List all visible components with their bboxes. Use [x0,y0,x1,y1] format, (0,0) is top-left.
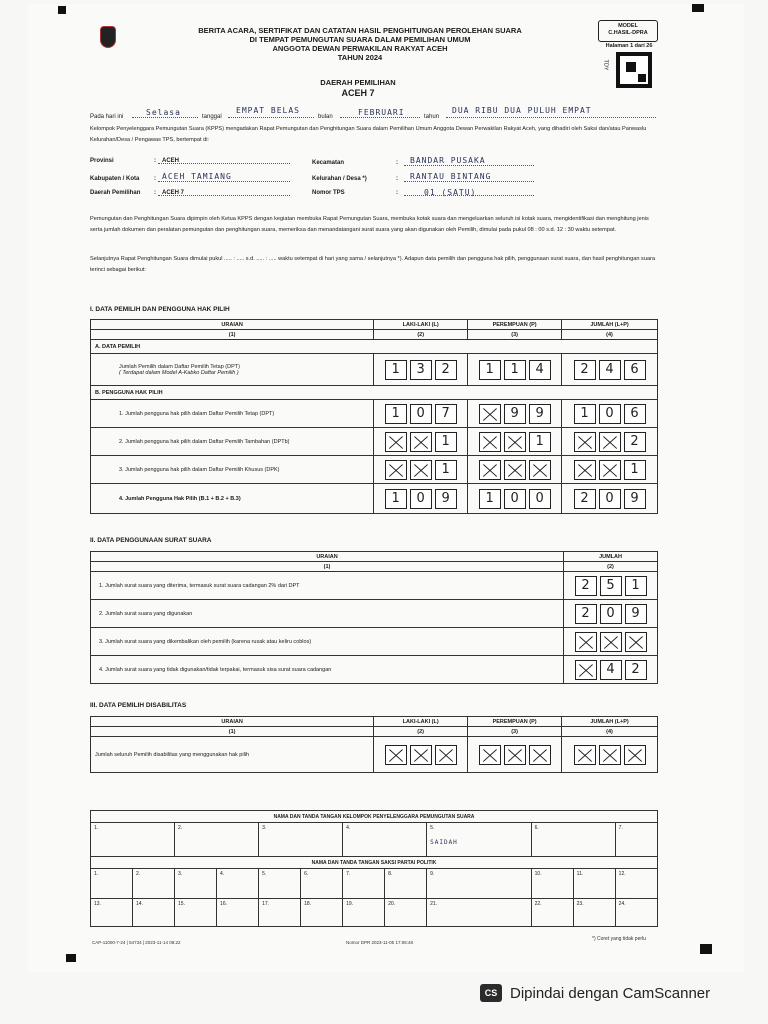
saksi-slot: 20. [385,899,427,927]
col-index: (2) [374,727,468,737]
saksi-row-2 [91,899,658,927]
footer-timestamp: Nomor DPR 2023-11-05 17:06:48 [346,940,413,945]
kabupaten-label: Kabupaten / Kota [90,176,140,182]
disability-total-boxes [562,745,657,765]
intro-paragraph: Kelompok Penyelenggara Pemungutan Suara (KPPS) mengadakan Rapat Pemungutan dan Penghitungan Suara dalam Pemilihan Umum Anggota Dewan Perwakilan Rakyat Aceh, yang dihadiri oleh Saksi dan/atau Panwaslu Kelurahan/Desa / Pengawas TPS, bertempat di: [90,126,647,143]
b1-label: 1. Jumlah pengguna hak pilih dalam Daftar Pemilih Tetap (DPT) [91,400,374,428]
col-index: (1) [91,727,374,737]
b2-female-boxes: 1 [468,432,561,452]
b3-female-boxes [468,460,561,480]
kpps-signature-5: SAIDAH [430,839,458,846]
b1-total-boxes: 1 0 6 [562,404,657,424]
col-header-total: JUMLAH (L+P) [562,717,658,727]
col-header-jumlah: JUMLAH [564,552,658,562]
dpt-row-label [91,354,374,386]
saksi-slot: 18. [301,899,343,927]
b3-total-boxes: 1 [562,460,657,480]
b2-label: 2. Jumlah pengguna hak pilih dalam Daftar Pemilih Tambahan (DPTb) [91,428,374,456]
provinsi-value: ACEH [162,158,180,164]
kecamatan-label: Kecamatan [312,160,345,166]
tanggal-label: tanggal [202,114,222,120]
model-code: C.HASIL-DPRA [608,30,648,36]
b4-male-boxes: 1 0 9 [374,489,467,509]
title-line-3: ANGGOTA DEWAN PERWAKILAN RAKYAT ACEH [272,44,448,53]
saksi-slot: 17. [259,899,301,927]
saksi-slot: 16. [217,899,259,927]
footer-code: CAP-11000-7-24 | 54734 | 2023-11-14 08:22 [92,940,181,945]
section-3-title: III. DATA PEMILIH DISABILITAS [90,702,187,709]
kelurahan-value: RANTAU BINTANG [410,172,492,181]
ballot-row-2-boxes: 2 0 9 [564,604,657,624]
disability-row-label: Jumlah seluruh Pemilih disabilitas yang menggunakan hak pilih [91,737,374,773]
scanner-text: Dipindai dengan CamScanner [510,984,711,1002]
kpps-sign-number: 5. [430,825,435,831]
b4-female-boxes: 1 0 0 [468,489,561,509]
corner-mark-top-left [58,6,66,14]
tahun-label: tahun [424,114,440,120]
col-header-uraian: URAIAN [91,717,374,727]
model-badge [598,20,658,42]
section-2-title: II. DATA PENGGUNAAN SURAT SUARA [90,537,212,544]
page-info: Halaman 1 dari 26 [605,43,653,49]
b1-male-boxes: 1 0 7 [374,404,467,424]
section-1-title: I. DATA PEMILIH DAN PENGGUNA HAK PILIH [90,306,230,313]
ballot-row-4-boxes: 4 2 [564,660,657,680]
dapil-value: ACEH 7 [341,88,375,98]
ballot-usage-table [90,551,658,684]
dapil-row-label: Daerah Pemilihan [90,190,141,196]
col-header-male: LAKI-LAKI (L) [374,717,468,727]
kpps-sign-slot: 1. [91,823,175,857]
b2-male-boxes: 1 [374,432,467,452]
col-header-female: PEREMPUAN (P) [468,320,562,330]
corner-mark-bottom-right [700,944,712,954]
saksi-slot: 1. [91,869,133,899]
procedure-paragraph: Pemungutan dan Penghitungan Suara dipimpin oleh Ketua KPPS dengan kegiatan membuka Rapat Pemungutan Suara, membuka kotak suara dan mengeluarkan seluruh isi kotak suara, mengidentifikasi dan menghitung jenis serta jumlah dokumen dan peralatan pemungutan dan penghitungan suara, memeriksa dan menandatangani surat suara yang akan digunakan oleh Pemilih, dimulai pada pukul 08 : 00 s.d. 12 : 30 waktu setempat. [90,216,649,233]
kabupaten-value: ACEH TAMIANG [162,172,232,181]
col-header-male: LAKI-LAKI (L) [374,320,468,330]
dpt-male-boxes: 1 3 2 [374,360,467,380]
kpps-signature-title: NAMA DAN TANDA TANGAN KELOMPOK PENYELENGGARA PEMUNGUTAN SUARA [91,811,658,823]
ballot-row-1-label: 1. Jumlah surat suara yang diterima, termasuk surat suara cadangan 2% dari DPT [91,572,564,600]
tanggal-value: EMPAT BELAS [236,106,300,115]
ballot-row-3-label: 3. Jumlah surat suara yang dikembalikan oleh pemilih (karena rusak atau keliru coblos) [91,628,564,656]
kelurahan-label: Kelurahan / Desa *) [312,176,367,182]
col-index: (3) [468,727,562,737]
day-value: Selasa [146,108,181,117]
saksi-slot: 8. [385,869,427,899]
col-index: (4) [562,330,658,340]
tps-value: 01 (SATU) [424,188,477,197]
tahun-value: DUA RIBU DUA PULUH EMPAT [452,106,592,115]
col-header-uraian: URAIAN [91,552,564,562]
col-index: (1) [91,330,374,340]
kpps-sign-slot-5 [427,823,532,857]
kpu-logo-icon [100,26,116,48]
tps-label: Nomor TPS [312,190,345,196]
kpps-sign-slot: 4. [343,823,427,857]
ballot-row-2-label: 2. Jumlah surat suara yang digunakan [91,600,564,628]
ballot-row-4-label: 4. Jumlah surat suara yang tidak digunakan/tidak terpakai, termasuk sisa surat suara cadangan [91,656,564,684]
saksi-slot: 22. [531,899,573,927]
col-index: (4) [562,727,658,737]
b1-female-boxes: 9 9 [468,404,561,424]
dpt-note: ( Terdapat dalam Model A-Kabko Daftar Pemilih ) [119,369,239,376]
side-code: TDY [602,59,609,71]
dapil-row-value: ACEH 7 [162,190,185,196]
col-index: (2) [564,562,658,572]
model-label: MODEL [618,23,638,29]
title-line-2: DI TEMPAT PEMUNGUTAN SUARA DALAM PEMILIHAN UMUM [249,35,471,44]
saksi-slot: 4. [217,869,259,899]
document-title [140,26,580,62]
col-index: (3) [468,330,562,340]
saksi-slot: 23. [573,899,615,927]
corner-mark-bottom-left [66,954,76,962]
saksi-slot: 3. [175,869,217,899]
group-a-label: A. DATA PEMILIH [91,340,658,354]
saksi-slot: 12. [615,869,657,899]
title-line-4: TAHUN 2024 [337,53,383,62]
saksi-slot: 2. [133,869,175,899]
b3-label: 3. Jumlah pengguna hak pilih dalam Daftar Pemilih Khusus (DPK) [91,456,374,484]
b4-label: 4. Jumlah Pengguna Hak Pilih (B.1 + B.2 + B.3) [91,484,374,514]
kpps-sign-slot: 7. [615,823,657,857]
ballot-row-3-boxes [564,632,657,652]
col-index: (2) [374,330,468,340]
scanner-watermark [480,984,710,1002]
saksi-slot: 7. [343,869,385,899]
saksi-slot: 21. [427,899,532,927]
footer-note: *) Coret yang tidak perlu [592,936,646,942]
dpt-label: Jumlah Pemilih dalam Daftar Pemilih Tetap (DPT) [119,363,240,370]
saksi-slot: 10. [531,869,573,899]
saksi-slot: 11. [573,869,615,899]
b3-male-boxes: 1 [374,460,467,480]
title-line-1: BERITA ACARA, SERTIFIKAT DAN CATATAN HASIL PENGHITUNGAN PEROLEHAN SUARA [198,26,522,35]
kpps-sign-slot: 3. [259,823,343,857]
group-b-label: B. PENGGUNA HAK PILIH [91,386,658,400]
saksi-slot: 19. [343,899,385,927]
kpps-sign-slot: 6. [531,823,615,857]
disability-male-boxes [374,745,467,765]
dpt-female-boxes: 1 1 4 [468,360,561,380]
bulan-value: FEBRUARI [358,108,405,117]
continuation-paragraph: Selanjutnya Rapat Penghitungan Suara dimulai pukul ..... : ..... s.d. ..... : ..... waktu setempat di hari yang sama / selanjutnya *). Adapun data pemilih dan pengguna hak pilih, penggunaan surat suara, dan hasil penghitungan suara terinci sebagai berikut: [90,256,656,273]
saksi-slot: 13. [91,899,133,927]
kpps-sign-slot: 2. [175,823,259,857]
saksi-slot: 24. [615,899,657,927]
saksi-slot: 9. [427,869,532,899]
signature-table [90,810,658,927]
saksi-slot: 14. [133,899,175,927]
ballot-row-1-boxes: 2 5 1 [564,576,657,596]
disability-female-boxes [468,745,561,765]
b2-total-boxes: 2 [562,432,657,452]
camscanner-logo-icon: CS [480,984,502,1002]
date-prefix: Pada hari ini [90,114,124,120]
col-header-uraian: URAIAN [91,320,374,330]
saksi-slot: 5. [259,869,301,899]
saksi-slot: 15. [175,899,217,927]
col-header-female: PEREMPUAN (P) [468,717,562,727]
kecamatan-value: BANDAR PUSAKA [410,156,486,165]
saksi-slot: 6. [301,869,343,899]
saksi-row-1 [91,869,658,899]
dapil-label: DAERAH PEMILIHAN [320,78,396,87]
dpt-total-boxes: 2 4 6 [562,360,657,380]
disability-table [90,716,658,773]
col-index: (1) [91,562,564,572]
col-header-total: JUMLAH (L+P) [562,320,658,330]
voter-data-table [90,319,658,514]
corner-mark-top-right [692,4,704,12]
b4-total-boxes: 2 0 9 [562,489,657,509]
saksi-signature-title: NAMA DAN TANDA TANGAN SAKSI PARTAI POLITIK [91,857,658,869]
bulan-label: bulan [318,114,333,120]
provinsi-label: Provinsi [90,158,114,164]
